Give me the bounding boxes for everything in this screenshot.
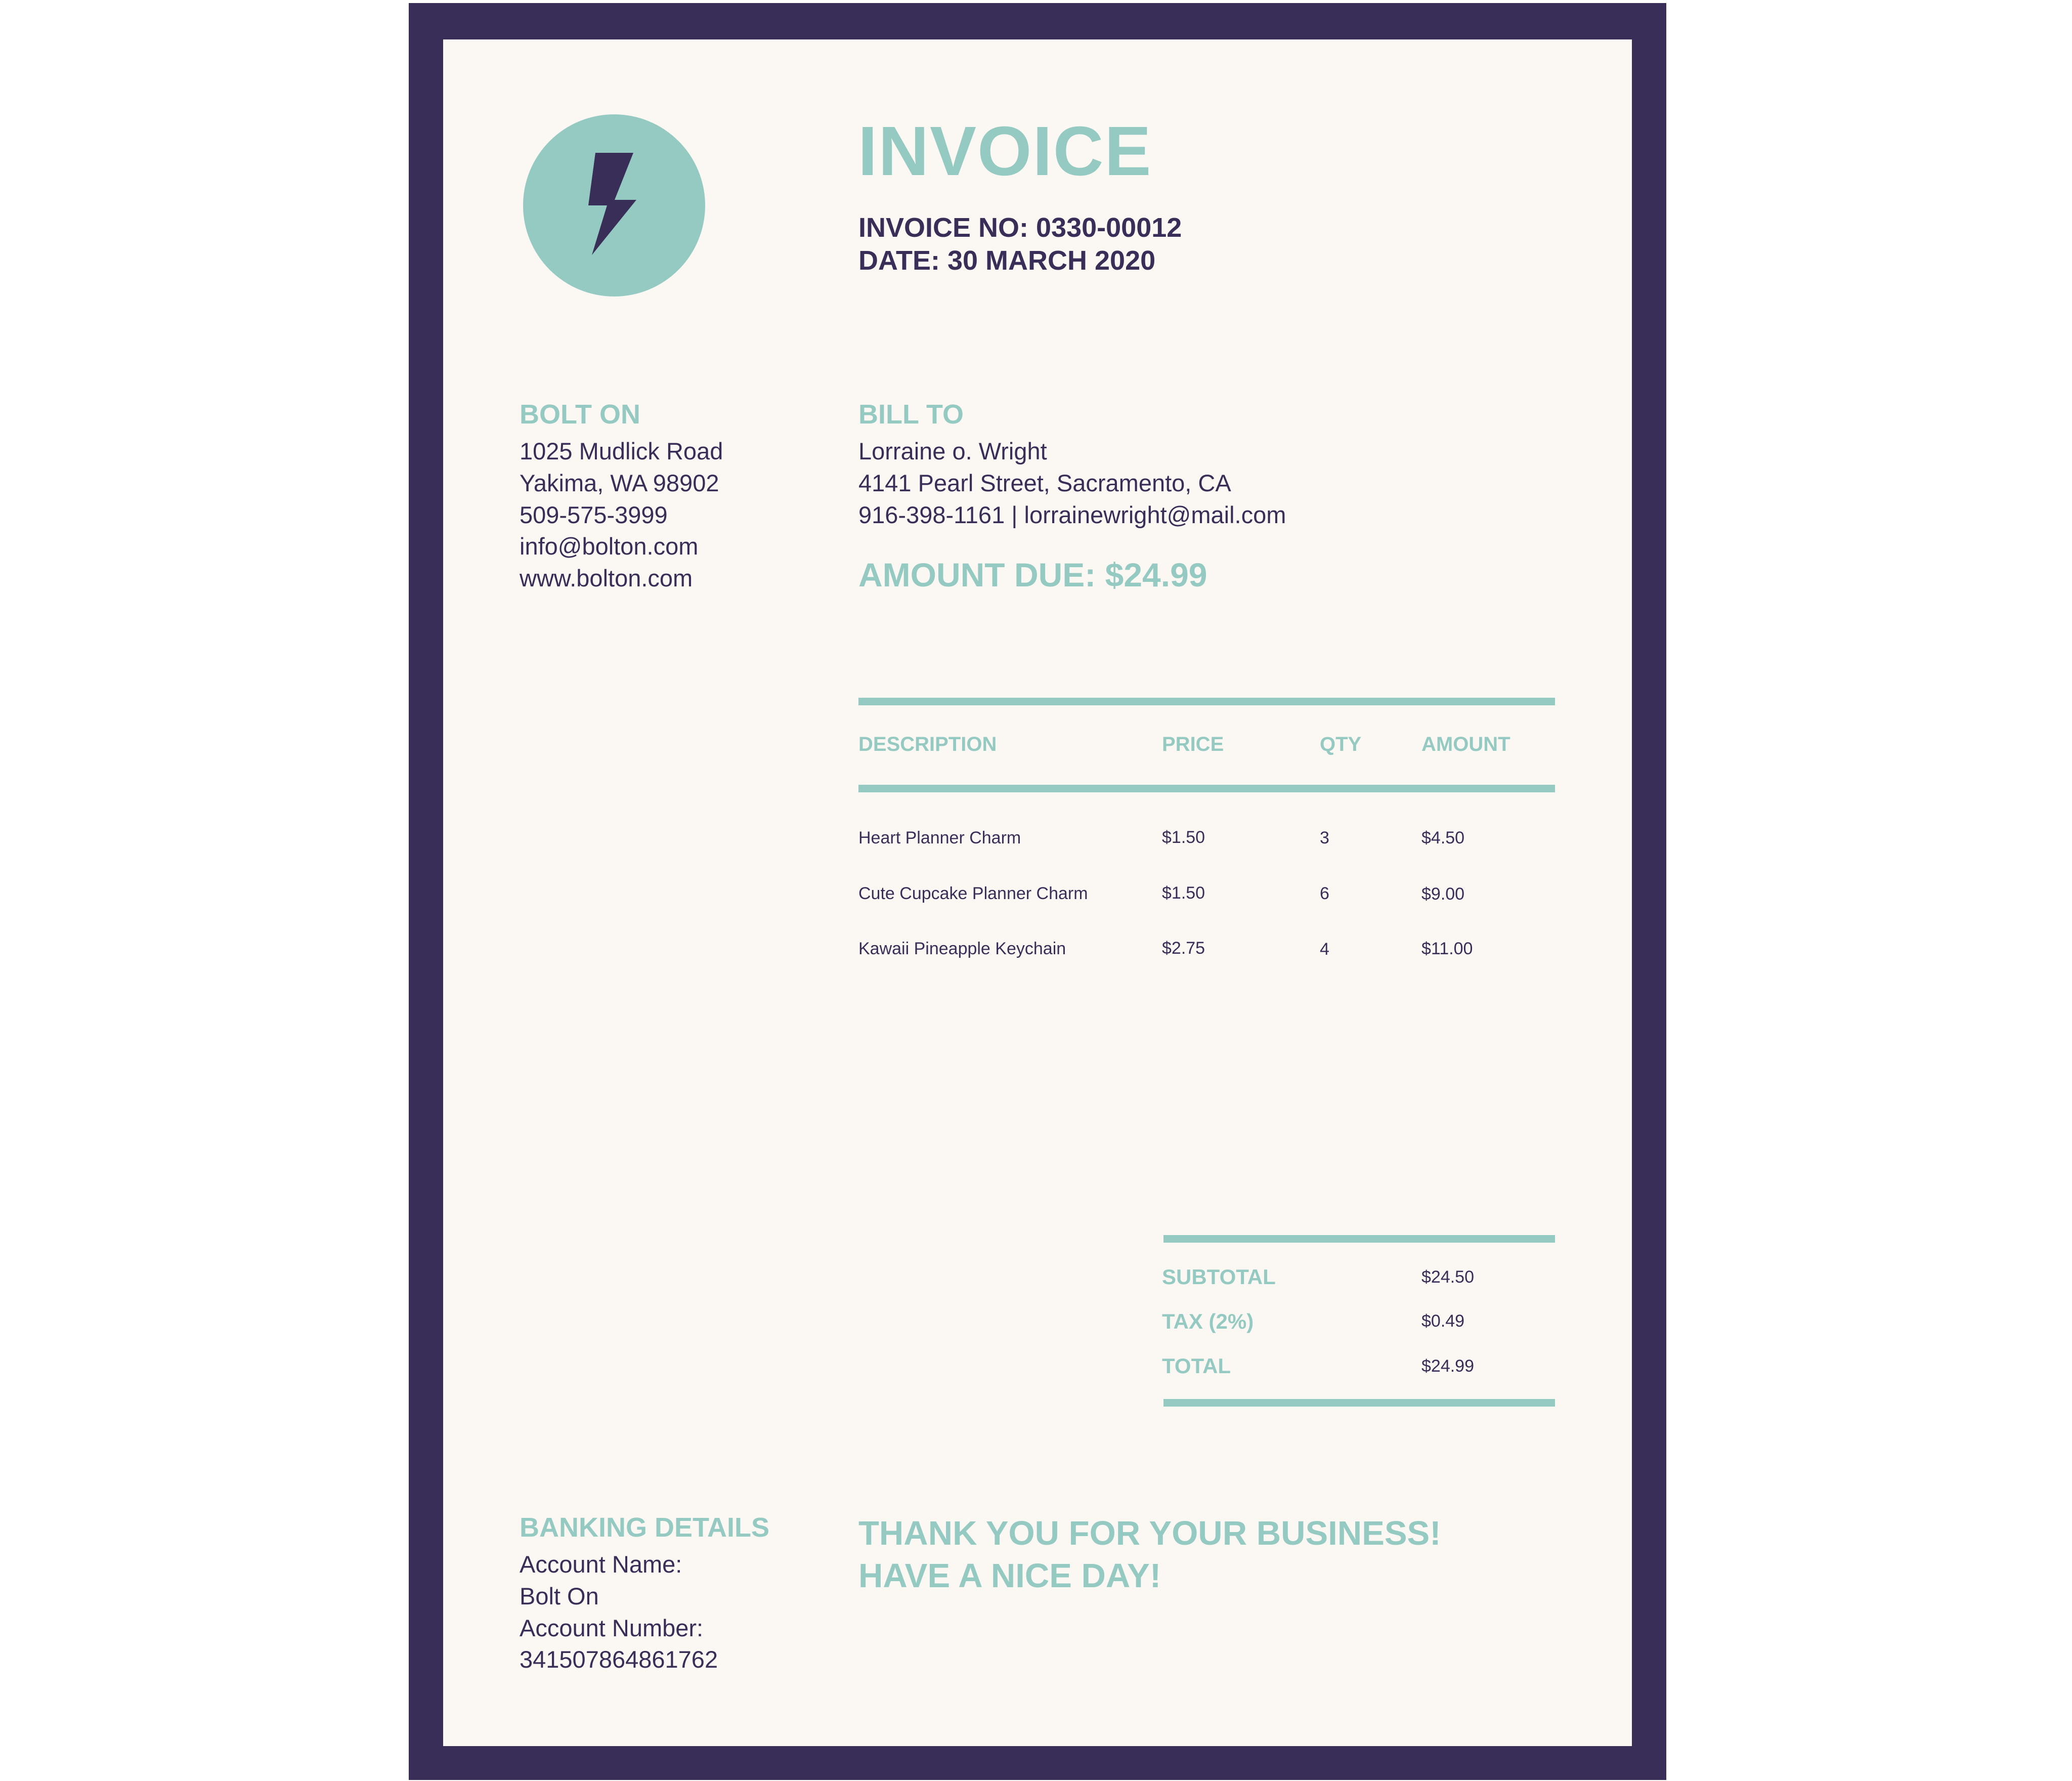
company-email: info@bolton.com bbox=[520, 533, 699, 560]
item-qty: 4 bbox=[1320, 940, 1329, 959]
column-header-description: DESCRIPTION bbox=[858, 733, 997, 755]
company-address-line: 1025 Mudlick Road bbox=[520, 438, 723, 464]
account-name-label: Account Name: bbox=[520, 1551, 682, 1578]
invoice-date: DATE: 30 MARCH 2020 bbox=[858, 245, 1156, 276]
tax-value: $0.49 bbox=[1421, 1311, 1465, 1331]
account-number-label: Account Number: bbox=[520, 1615, 704, 1641]
totals-top-rule bbox=[1163, 1235, 1555, 1243]
amount-due: AMOUNT DUE: $24.99 bbox=[858, 556, 1207, 593]
company-phone: 509-575-3999 bbox=[520, 501, 668, 528]
lightning-bolt-icon bbox=[523, 114, 705, 296]
table-header-rule bbox=[858, 785, 1555, 792]
account-name-value: Bolt On bbox=[520, 1583, 599, 1609]
column-header-amount: AMOUNT bbox=[1421, 733, 1510, 755]
bill-to-heading: BILL TO bbox=[858, 399, 964, 430]
customer-contact: 916-398-1161 | lorrainewright@mail.com bbox=[858, 501, 1286, 528]
invoice-number: INVOICE NO: 0330-00012 bbox=[858, 213, 1182, 243]
subtotal-label: SUBTOTAL bbox=[1162, 1265, 1276, 1289]
item-description: Heart Planner Charm bbox=[858, 828, 1021, 847]
column-header-price: PRICE bbox=[1162, 733, 1224, 755]
item-qty: 6 bbox=[1320, 884, 1329, 903]
company-name: BOLT ON bbox=[520, 399, 640, 430]
item-price: $1.50 bbox=[1162, 828, 1205, 847]
tax-label: TAX (2%) bbox=[1162, 1309, 1254, 1333]
item-amount: $4.50 bbox=[1421, 828, 1465, 847]
total-label: TOTAL bbox=[1162, 1354, 1231, 1378]
item-amount: $11.00 bbox=[1421, 939, 1473, 958]
table-top-rule bbox=[858, 698, 1555, 705]
totals-bottom-rule bbox=[1163, 1399, 1555, 1407]
item-qty: 3 bbox=[1320, 828, 1329, 847]
company-city-line: Yakima, WA 98902 bbox=[520, 470, 719, 496]
account-number-value: 341507864861762 bbox=[520, 1646, 718, 1673]
invoice-title: INVOICE bbox=[858, 112, 1152, 190]
item-description: Kawaii Pineapple Keychain bbox=[858, 939, 1066, 958]
total-value: $24.99 bbox=[1421, 1356, 1474, 1376]
customer-name: Lorraine o. Wright bbox=[858, 438, 1047, 464]
company-logo bbox=[523, 114, 705, 296]
company-website: www.bolton.com bbox=[520, 565, 693, 591]
column-header-qty: QTY bbox=[1320, 733, 1362, 755]
thank-you-line: THANK YOU FOR YOUR BUSINESS! bbox=[858, 1514, 1441, 1552]
customer-address: 4141 Pearl Street, Sacramento, CA bbox=[858, 470, 1231, 496]
subtotal-value: $24.50 bbox=[1421, 1267, 1474, 1287]
item-price: $1.50 bbox=[1162, 883, 1205, 903]
item-amount: $9.00 bbox=[1421, 884, 1465, 904]
nice-day-line: HAVE A NICE DAY! bbox=[858, 1557, 1161, 1595]
item-description: Cute Cupcake Planner Charm bbox=[858, 884, 1088, 903]
item-price: $2.75 bbox=[1162, 939, 1205, 958]
banking-heading: BANKING DETAILS bbox=[520, 1512, 769, 1543]
